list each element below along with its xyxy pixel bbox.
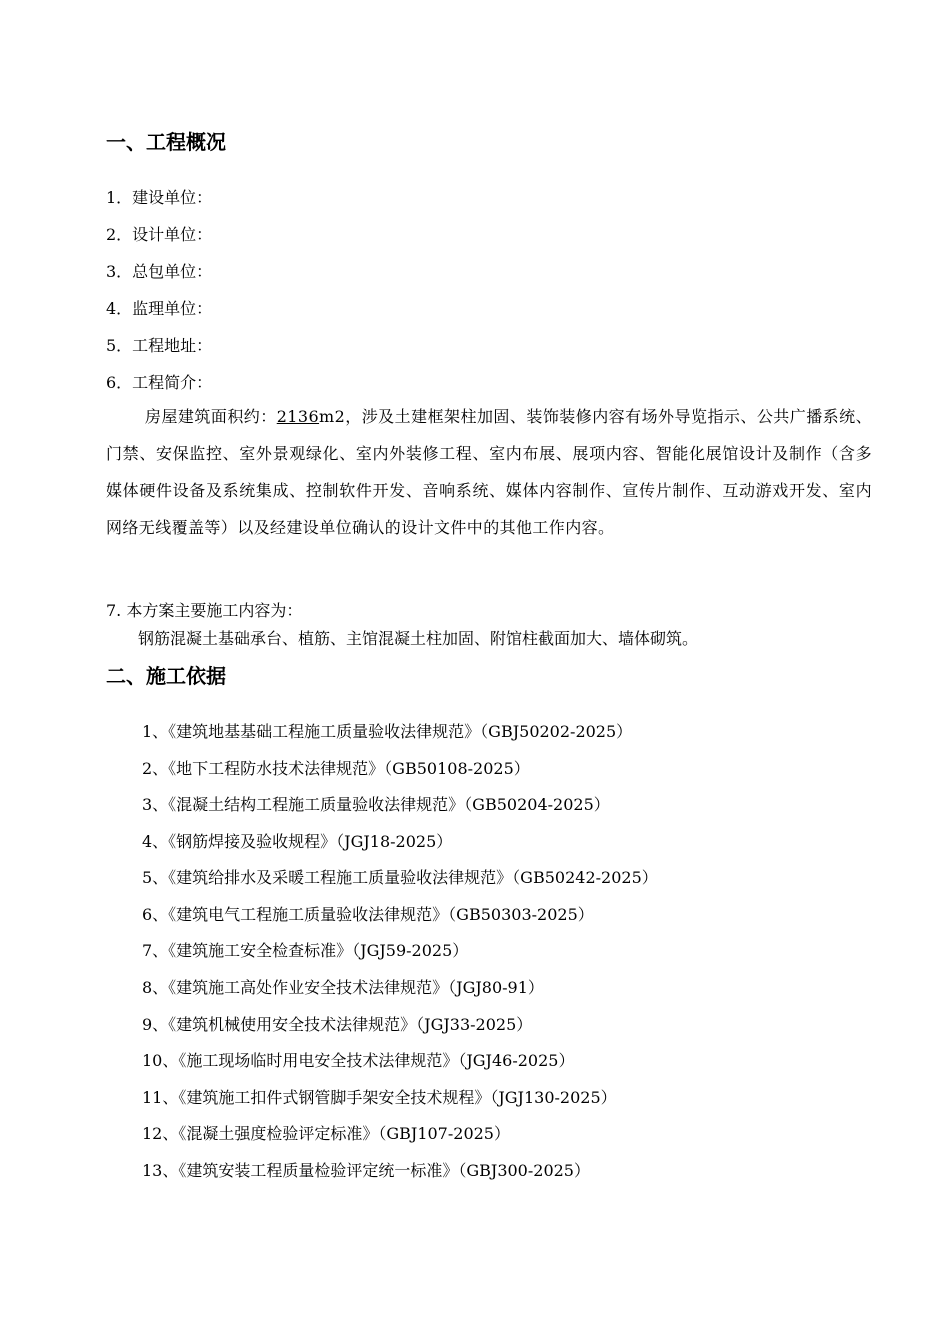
standard-item: 10、《施工现场临时用电安全技术法律规范》（JGJ46-2025） (142, 1051, 575, 1070)
intro-area-value: 2136 (276, 407, 320, 426)
section-heading-construction-basis: 二、施工依据 (106, 664, 226, 688)
standard-item: 8、《建筑施工高处作业安全技术法律规范》（JGJ80-91） (142, 978, 544, 997)
standard-item: 11、《建筑施工扣件式钢管脚手架安全技术规程》（JGJ130-2025） (142, 1088, 617, 1107)
standard-item: 6、《建筑电气工程施工质量验收法律规范》（GB50303-2025） (142, 905, 594, 924)
item-supervision-unit: 4．监理单位： (106, 299, 213, 318)
standard-item: 3、《混凝土结构工程施工质量验收法律规范》（GB50204-2025） (142, 795, 610, 814)
standard-item: 2、《地下工程防水技术法律规范》（GB50108-2025） (142, 759, 530, 778)
intro-rest: m2，涉及土建框架柱加固、装饰装修内容有场外导览指示、公共广播系统、门禁、安保监控、室外景观绿化、室内外装修工程、室内布展、展项内容、智能化展馆设计及制作（含多媒体硬件设备及系统集成、控制软件开发、音响系统、媒体内容制作、宣传片制作、互动游戏开发、室内网络无线覆盖等）以及经建设单位确认的设计文件中的其他工作内容。 (106, 407, 873, 537)
item-main-construction-content: 7. 本方案主要施工内容为： (106, 601, 303, 620)
section-heading-project-overview: 一、工程概况 (106, 130, 226, 154)
standard-item: 13、《建筑安装工程质量检验评定统一标准》（GBJ300-2025） (142, 1161, 590, 1180)
standard-item: 4、《钢筋焊接及验收规程》（JGJ18-2025） (142, 832, 453, 851)
intro-prefix: 房屋建筑面积约： (145, 407, 277, 426)
standard-item: 12、《混凝土强度检验评定标准》（GBJ107-2025） (142, 1124, 510, 1143)
standard-item: 9、《建筑机械使用安全技术法律规范》（JGJ33-2025） (142, 1015, 533, 1034)
item-project-address: 5．工程地址： (106, 336, 213, 355)
main-construction-detail: 钢筋混凝土基础承台、植筋、主馆混凝土柱加固、附馆柱截面加大、墙体砌筑。 (138, 629, 699, 648)
item-project-intro: 6．工程简介： (106, 373, 213, 392)
standard-item: 1、《建筑地基基础工程施工质量验收法律规范》（GBJ50202-2025） (142, 722, 633, 741)
item-design-unit: 2．设计单位： (106, 225, 213, 244)
item-construction-unit: 1．建设单位： (106, 188, 213, 207)
standard-item: 5、《建筑给排水及采暖工程施工质量验收法律规范》（GB50242-2025） (142, 868, 658, 887)
standard-item: 7、《建筑施工安全检查标准》（JGJ59-2025） (142, 941, 469, 960)
project-intro-paragraph (106, 398, 872, 546)
item-general-contractor: 3．总包单位： (106, 262, 213, 281)
